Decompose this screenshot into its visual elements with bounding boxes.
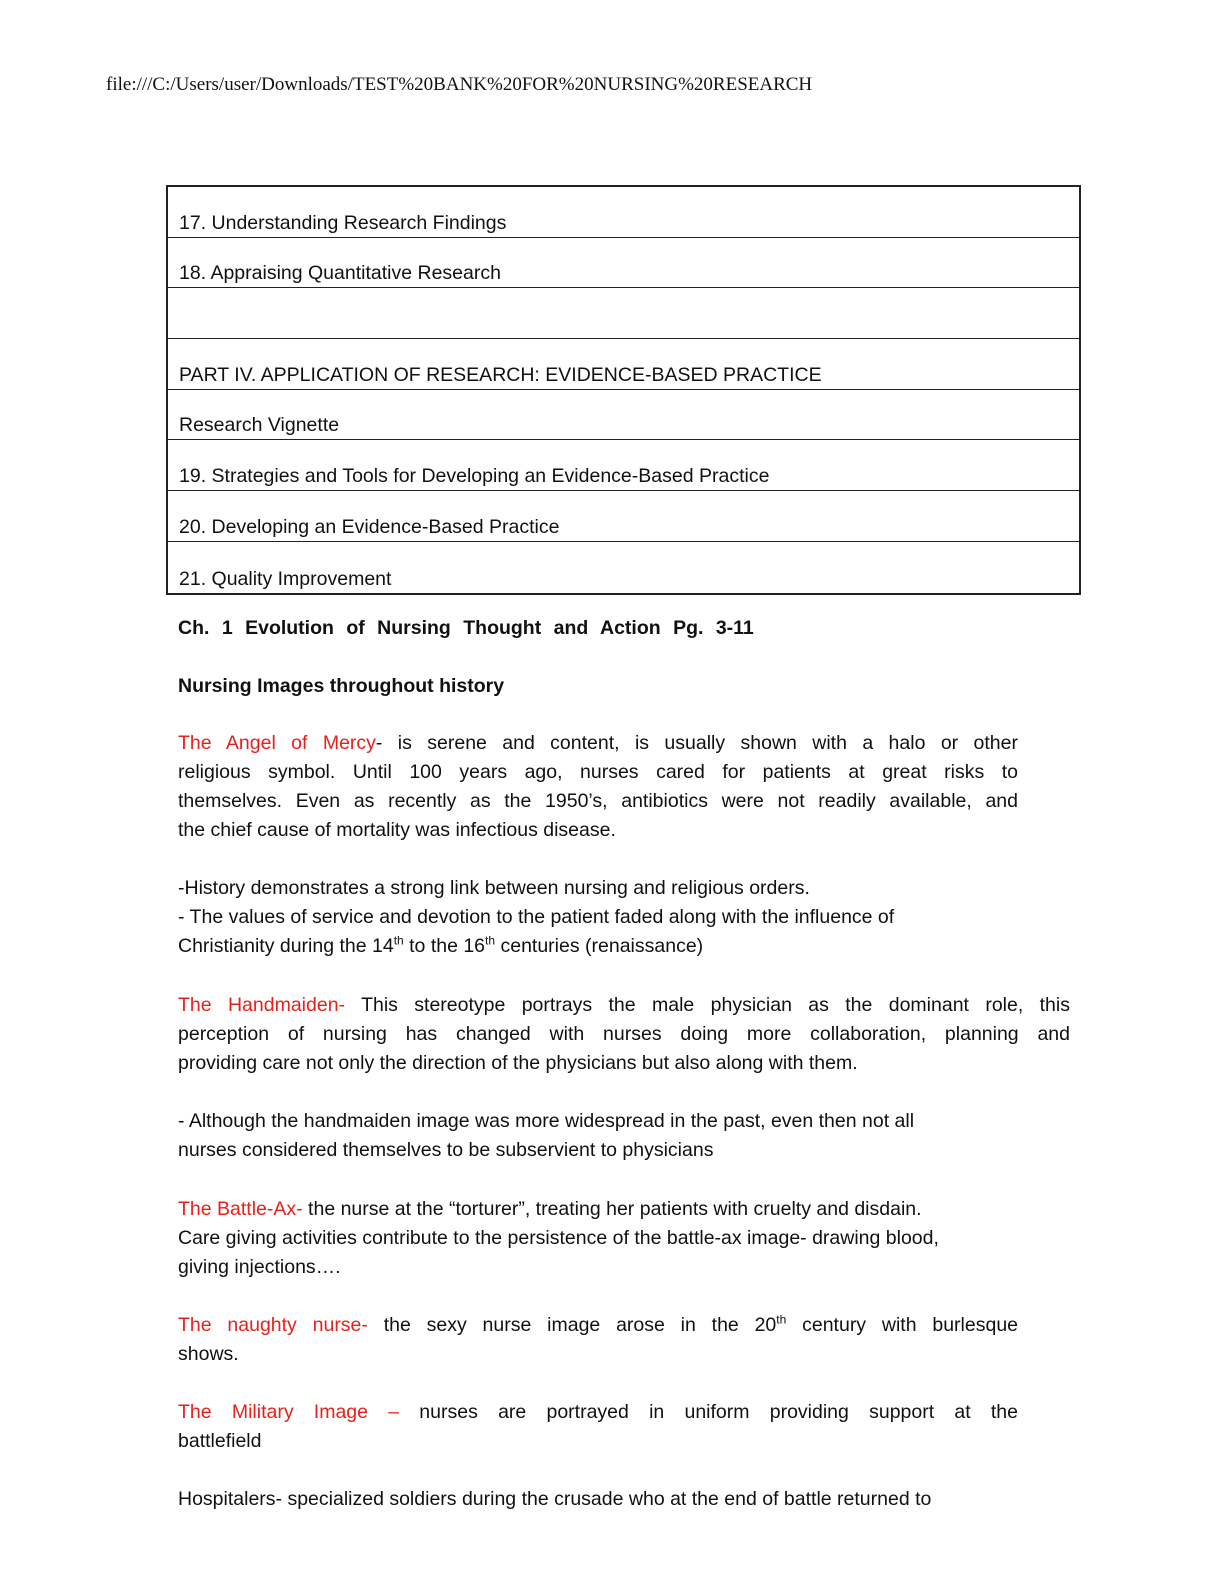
superscript: th [776, 1312, 787, 1327]
handmaiden-note-paragraph [178, 1107, 1070, 1165]
table-row [168, 187, 1079, 238]
toc-entry: PART IV. APPLICATION OF RESEARCH: EVIDENCE-BASED PRACTICE [179, 363, 822, 386]
section-subheading: Nursing Images throughout history [178, 675, 505, 697]
paragraph-text: Hospitalers- specialized soldiers during the crusade who at the end of battle returned to [178, 1488, 932, 1510]
table-row [168, 390, 1079, 441]
term-naughty-nurse: The naughty nurse- [178, 1314, 368, 1336]
toc-entry: 20. Developing an Evidence-Based Practice [179, 515, 560, 538]
hospitalers-paragraph [178, 1485, 1070, 1514]
superscript: th [485, 933, 496, 948]
battle-ax-paragraph [178, 1195, 1070, 1282]
table-row [168, 339, 1079, 390]
paragraph-text: the chief cause of mortality was infectious disease. [178, 819, 616, 841]
toc-entry: 19. Strategies and Tools for Developing an Evidence-Based Practice [179, 465, 770, 488]
paragraph-text: nurses are portrayed in uniform providing support at the [399, 1401, 1018, 1423]
paragraph-text: Christianity during the 14 [178, 935, 394, 957]
term-battle-ax: The Battle-Ax- [178, 1198, 303, 1220]
chapter-heading: Ch. 1 Evolution of Nursing Thought and Action Pg. 3-11 [178, 617, 754, 639]
paragraph-text: religious symbol. Until 100 years ago, nurses cared for patients at great risks to [178, 761, 1018, 783]
table-row [168, 238, 1079, 289]
toc-entry: 21. Quality Improvement [179, 567, 392, 590]
history-paragraph [178, 874, 1070, 961]
table-row [168, 440, 1079, 491]
paragraph-text: giving injections…. [178, 1256, 341, 1278]
paragraph-text: perception of nursing has changed with nurses doing more collaboration, planning and [178, 1023, 1070, 1045]
paragraph-text: nurses considered themselves to be subservient to physicians [178, 1139, 714, 1161]
toc-entry: Research Vignette [179, 414, 340, 437]
paragraph-text: battlefield [178, 1430, 262, 1452]
paragraph-text: Care giving activities contribute to the persistence of the battle-ax image- drawing blood, [178, 1227, 939, 1249]
term-angel-of-mercy: The Angel of Mercy [178, 732, 376, 754]
military-image-paragraph [178, 1398, 1018, 1456]
superscript: th [393, 933, 404, 948]
term-military-image: The Military Image – [178, 1401, 400, 1423]
paragraph-text: the nurse at the “torturer”, treating her patients with cruelty and disdain. [302, 1198, 922, 1220]
paragraph-text: This stereotype portrays the male physician as the dominant role, this [345, 994, 1070, 1016]
table-of-contents [166, 185, 1081, 595]
angel-of-mercy-paragraph [178, 729, 1018, 845]
paragraph-text: century with burlesque [786, 1314, 1019, 1336]
paragraph-text: - The values of service and devotion to the patient faded along with the influence of [178, 906, 895, 928]
paragraph-text: shows. [178, 1343, 239, 1365]
paragraph-text: centuries (renaissance) [495, 935, 704, 957]
table-row [168, 491, 1079, 542]
table-row [168, 542, 1079, 593]
handmaiden-paragraph [178, 991, 1070, 1078]
paragraph-text: themselves. Even as recently as the 1950’s, antibiotics were not readily available, and [178, 790, 1018, 812]
paragraph-text: providing care not only the direction of the physicians but also along with them. [178, 1052, 858, 1074]
toc-entry: 18. Appraising Quantitative Research [179, 262, 501, 285]
toc-entry: 17. Understanding Research Findings [179, 211, 507, 234]
file-path-header: file:///C:/Users/user/Downloads/TEST%20BANK%20FOR%20NURSING%20RESEARCH [106, 74, 813, 95]
paragraph-text: to the 16 [403, 935, 486, 957]
term-handmaiden: The Handmaiden- [178, 994, 346, 1016]
paragraph-text: - Although the handmaiden image was more widespread in the past, even then not all [178, 1110, 915, 1132]
paragraph-text: the sexy nurse image arose in the 20 [367, 1314, 777, 1336]
paragraph-text: - is serene and content, is usually shown with a halo or other [375, 732, 1018, 754]
table-row [168, 288, 1079, 339]
naughty-nurse-paragraph [178, 1311, 1018, 1369]
paragraph-text: -History demonstrates a strong link between nursing and religious orders. [178, 877, 810, 899]
